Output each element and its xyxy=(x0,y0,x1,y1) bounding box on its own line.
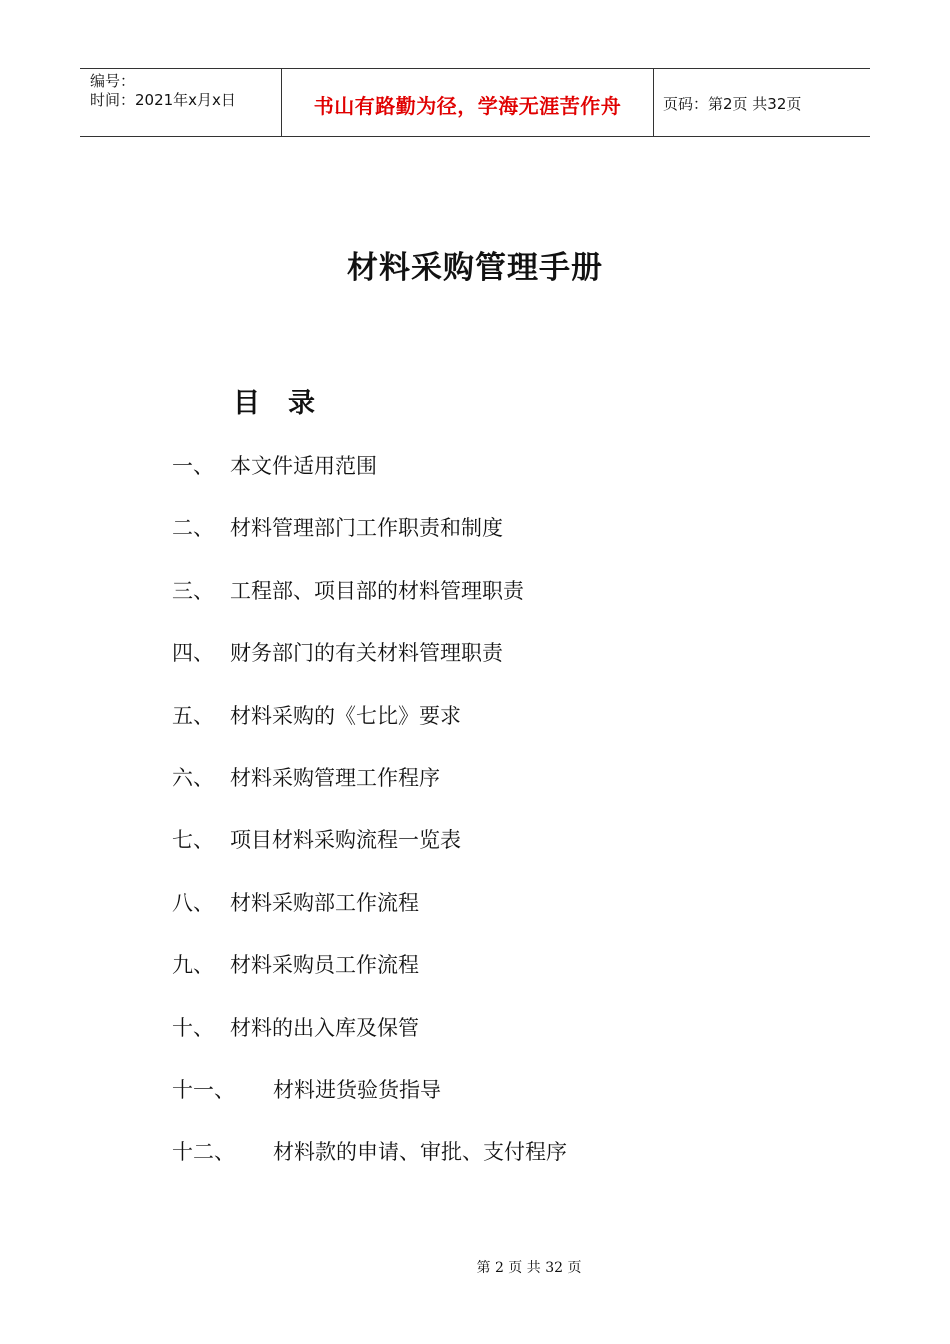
toc-heading-part2: 录 xyxy=(288,388,315,419)
toc-item-number: 八、 xyxy=(172,890,214,915)
header-meta-cell xyxy=(80,69,282,136)
toc-item-text: 财务部门的有关材料管理职责 xyxy=(230,641,503,666)
header-motto: 书山有路勤为径，学海无涯苦作舟 xyxy=(313,94,622,118)
toc-item-text: 材料采购的《七比》要求 xyxy=(230,703,461,728)
header-motto-cell xyxy=(282,69,654,136)
toc-item[interactable] xyxy=(172,450,567,512)
header-page-info: 页码：第2页 共32页 xyxy=(663,95,802,113)
page-header xyxy=(80,68,870,137)
document-title: 材料采购管理手册 xyxy=(347,250,603,286)
toc-item-text: 材料采购管理工作程序 xyxy=(230,765,440,790)
toc-item-text: 材料进货验货指导 xyxy=(273,1077,441,1102)
toc-item-number: 六、 xyxy=(172,765,214,790)
document-number-label: 编号： xyxy=(90,72,136,90)
toc-item-number: 十二、 xyxy=(172,1140,235,1165)
toc-item-number: 四、 xyxy=(172,641,214,666)
toc-item[interactable] xyxy=(172,887,567,949)
toc-item-number: 十一、 xyxy=(172,1077,235,1102)
toc-item-text: 材料采购员工作流程 xyxy=(230,953,419,978)
toc-item-number: 十、 xyxy=(172,1015,214,1040)
toc-item-number: 九、 xyxy=(172,953,214,978)
toc-item-number: 三、 xyxy=(172,578,214,603)
toc-item[interactable] xyxy=(172,1012,567,1074)
toc-item[interactable] xyxy=(172,1136,567,1198)
toc-item[interactable] xyxy=(172,949,567,1011)
toc-item-number: 一、 xyxy=(172,454,214,478)
toc-item-number: 七、 xyxy=(172,828,214,853)
toc-item-text: 本文件适用范围 xyxy=(230,454,377,478)
toc-item-text: 项目材料采购流程一览表 xyxy=(230,828,461,853)
toc-item[interactable] xyxy=(172,762,567,824)
toc-item-number: 五、 xyxy=(172,703,214,728)
header-page-cell xyxy=(654,69,870,136)
toc-item[interactable] xyxy=(172,512,567,574)
toc-item[interactable] xyxy=(172,575,567,637)
page-footer: 第 2 页 共 32 页 xyxy=(476,1260,582,1276)
toc-heading-part1: 目 xyxy=(233,388,260,419)
toc-item-text: 材料管理部门工作职责和制度 xyxy=(230,516,503,541)
toc-item-text: 工程部、项目部的材料管理职责 xyxy=(230,578,524,603)
table-of-contents xyxy=(172,450,567,1199)
toc-item[interactable] xyxy=(172,1074,567,1136)
toc-item-text: 材料的出入库及保管 xyxy=(230,1015,419,1040)
document-time-label: 时间：2021年x月x日 xyxy=(90,91,236,109)
toc-item[interactable] xyxy=(172,824,567,886)
toc-item[interactable] xyxy=(172,700,567,762)
toc-item-number: 二、 xyxy=(172,516,214,541)
toc-item-text: 材料采购部工作流程 xyxy=(230,890,419,915)
toc-item-text: 材料款的申请、审批、支付程序 xyxy=(273,1140,567,1165)
toc-heading xyxy=(233,381,315,420)
toc-item[interactable] xyxy=(172,637,567,699)
